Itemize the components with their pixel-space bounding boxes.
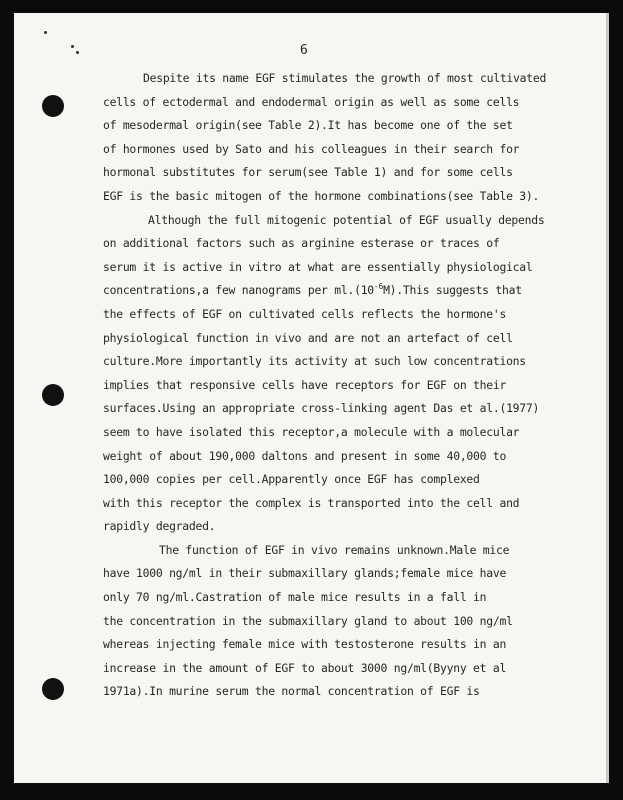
text-line: The function of EGF in vivo remains unknown.Male mice bbox=[159, 542, 510, 557]
punch-hole-bottom bbox=[42, 678, 64, 700]
text-line: serum it is active in vitro at what are essentially physiological bbox=[103, 259, 533, 274]
punch-hole-top bbox=[42, 95, 64, 117]
speck-mark bbox=[71, 45, 74, 48]
text-line: increase in the amount of EGF to about 3000 ng/ml(Byyny et al bbox=[103, 660, 507, 675]
text-line: 1971a).In murine serum the normal concentration of EGF is bbox=[103, 684, 480, 699]
speck-mark bbox=[76, 51, 79, 54]
text-line: have 1000 ng/ml in their submaxillary glands;female mice have bbox=[103, 566, 507, 581]
paragraph-1 bbox=[103, 67, 583, 209]
text-line: with this receptor the complex is transported into the cell and bbox=[103, 495, 520, 510]
paragraph-3 bbox=[103, 539, 583, 704]
text-segment: M).This suggests that bbox=[383, 283, 522, 298]
text-segment: concentrations,a few nanograms per ml.(10 bbox=[103, 283, 374, 298]
text-line: hormonal substitutes for serum(see Table 1) and for some cells bbox=[103, 165, 513, 180]
text-line: culture.More importantly its activity at such low concentrations bbox=[103, 354, 526, 369]
text-line: surfaces.Using an appropriate cross-linking agent Das et al.(1977) bbox=[103, 401, 540, 416]
text-line: implies that responsive cells have receptors for EGF on their bbox=[103, 377, 507, 392]
punch-hole-middle bbox=[42, 384, 64, 406]
text-line: the effects of EGF on cultivated cells reflects the hormone's bbox=[103, 306, 507, 321]
text-line: 100,000 copies per cell.Apparently once EGF has complexed bbox=[103, 472, 480, 487]
text-line: rapidly degraded. bbox=[103, 519, 216, 534]
speck-mark bbox=[44, 31, 47, 34]
text-line: on additional factors such as arginine esterase or traces of bbox=[103, 236, 500, 251]
page-number: 6 bbox=[300, 43, 308, 58]
body-text bbox=[103, 67, 583, 704]
text-line: cells of ectodermal and endodermal origin as well as some cells bbox=[103, 94, 520, 109]
text-line: Despite its name EGF stimulates the growth of most cultivated bbox=[143, 71, 547, 85]
page-edge bbox=[606, 13, 609, 783]
text-line: whereas injecting female mice with testosterone results in an bbox=[103, 637, 507, 652]
text-line: Although the full mitogenic potential of EGF usually depends bbox=[148, 212, 545, 227]
text-line-with-exponent bbox=[103, 279, 583, 303]
exponent: -6 bbox=[373, 282, 384, 292]
text-line: seem to have isolated this receptor,a molecule with a molecular bbox=[103, 424, 520, 439]
text-line: only 70 ng/ml.Castration of male mice results in a fall in bbox=[103, 590, 487, 605]
text-line: the concentration in the submaxillary gland to about 100 ng/ml bbox=[103, 613, 513, 628]
text-line: weight of about 190,000 daltons and present in some 40,000 to bbox=[103, 448, 507, 463]
paragraph-2 bbox=[103, 209, 583, 539]
text-line: of mesodermal origin(see Table 2).It has become one of the set bbox=[103, 118, 513, 133]
text-line: EGF is the basic mitogen of the hormone combinations(see Table 3). bbox=[103, 188, 540, 203]
text-line: of hormones used by Sato and his colleagues in their search for bbox=[103, 141, 520, 156]
text-line: physiological function in vivo and are not an artefact of cell bbox=[103, 330, 513, 345]
